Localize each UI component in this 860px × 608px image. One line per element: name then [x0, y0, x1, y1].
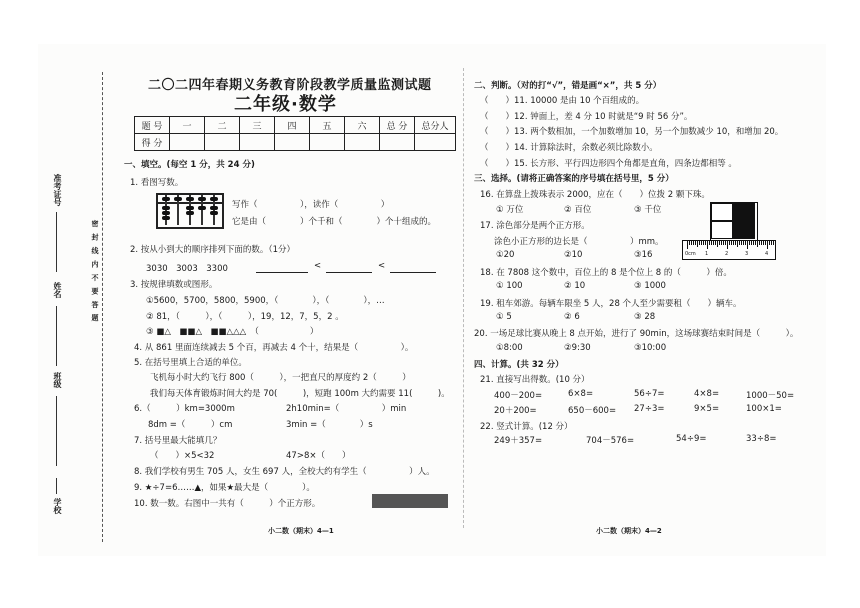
q2-blank-3[interactable]: [390, 262, 436, 273]
ruler-tick: [711, 241, 712, 245]
choice-19-option-2[interactable]: ② 6: [564, 312, 580, 322]
q2-blank-1[interactable]: [256, 262, 308, 273]
score-cell[interactable]: [275, 134, 310, 151]
ruler-label: 0cm: [685, 251, 696, 257]
ruler-tick: [735, 241, 736, 245]
q1-text: 1. 看图写数。: [130, 178, 184, 188]
choice-20-option-2[interactable]: ②9:30: [564, 343, 591, 353]
ruler-tick: [713, 241, 714, 245]
ruler-image: [682, 240, 776, 260]
choice-19-option-3[interactable]: ③ 28: [634, 312, 656, 322]
choice-16: 16. 在算盘上拨珠表示 2000，应在（ ）位拨 2 颗下珠。: [480, 190, 710, 200]
written-calc-3: 54÷9=: [676, 434, 707, 444]
ruler-tick: [703, 241, 704, 245]
ruler-tick: [705, 241, 706, 245]
oral-calc-2-2: 650－600=: [568, 406, 617, 416]
q17-square-figure: [710, 202, 758, 242]
q9-text: 9. ★÷7=6……▲，如果★最大是（ ）。: [134, 483, 315, 493]
ruler-tick: [687, 241, 688, 249]
exam-number-label: 准考证号: [53, 174, 62, 206]
q2-text: 2. 按从小到大的顺序排列下面的数。（1分）: [130, 245, 295, 255]
ruler-label: 3: [745, 251, 749, 257]
oral-calc-1-3: 56÷7=: [634, 389, 665, 399]
ruler-tick: [695, 241, 696, 245]
score-table: [134, 116, 456, 151]
abacus-image: [156, 193, 222, 227]
q4-text: 4. 从 861 里面连续减去 5 个百，再减去 4 个十，结果是（ ）。: [134, 343, 414, 353]
ruler-tick: [739, 241, 740, 245]
exam-subtitle: 二年级·数学: [234, 94, 337, 115]
choice-17: 17. 涂色部分是两个正方形。: [480, 221, 590, 231]
ruler-tick: [699, 241, 700, 245]
score-cell[interactable]: [345, 134, 380, 151]
right-page-footer: 小二数（期末）4—2: [596, 527, 662, 535]
ruler-tick: [723, 241, 724, 245]
choice-16-option-1[interactable]: ① 万位: [496, 205, 524, 215]
q21-text: 21. 直接写出得数。(10 分）: [480, 375, 590, 385]
choice-18-option-3[interactable]: ③ 1000: [634, 281, 666, 291]
school-label: 学校: [53, 498, 62, 514]
choice-20-option-1[interactable]: ①8:00: [496, 343, 523, 353]
ruler-tick: [757, 241, 758, 247]
ruler-tick: [741, 241, 742, 245]
q3-sequence-2: ② 81，（ ），（ ），19，12，7，5，2 。: [146, 312, 344, 322]
q7-text: 7. 括号里最大能填几？: [134, 436, 222, 446]
ruler-tick: [755, 241, 756, 245]
score-cell[interactable]: [170, 134, 205, 151]
score-header-cell: 三: [240, 117, 275, 134]
q1-answer-line-a: 写作（ ），读作（ ）: [232, 200, 390, 210]
ruler-label: 4: [765, 251, 769, 257]
score-cell[interactable]: [415, 134, 456, 151]
exam-title: 二〇二四年春期义务教育阶段教学质量监测试题: [148, 78, 432, 93]
q22-text: 22. 竖式计算。(12 分）: [480, 422, 573, 432]
score-header-cell: 总 分: [380, 117, 415, 134]
name-line: [56, 306, 57, 366]
section-1-heading: 一、填空。(每空 1 分，共 24 分): [124, 160, 255, 170]
ruler-tick: [763, 241, 764, 245]
ruler-tick: [737, 241, 738, 247]
ruler-tick: [693, 241, 694, 245]
judge-11: （ ）11. 10000 是由 10 个百组成的。: [480, 96, 645, 106]
choice-19: 19. 租车郊游。每辆车限坐 5 人，28 个人至少需要租（ ）辆车。: [480, 299, 742, 309]
score-cell[interactable]: [240, 134, 275, 151]
q3-sequence-3: ③ ■△ ■■△ ■■△△△ （ ）: [146, 327, 319, 337]
ruler-tick: [759, 241, 760, 245]
q7-part-a: （ ）×5<32: [150, 451, 215, 461]
ruler-tick: [767, 241, 768, 249]
ruler-tick: [743, 241, 744, 245]
judge-14: （ ）14. 计算除法时，余数必须比除数小。: [480, 143, 658, 153]
ruler-tick: [773, 241, 774, 245]
choice-16-option-3[interactable]: ③ 千位: [634, 205, 662, 215]
ruler-tick: [697, 241, 698, 247]
q2-numbers: 3030 3003 3300: [146, 264, 228, 274]
q3-sequence-1: ①5600，5700，5800，5900，（ ），（ ），…: [146, 296, 385, 306]
section-2-heading: 二、判断。（对的打“√”，错是画“×”，共 5 分）: [474, 81, 662, 91]
judge-13: （ ）13. 两个数相加，一个加数增加 10，另一个加数减少 10，和增加 20。: [480, 127, 784, 137]
ruler-tick: [729, 241, 730, 245]
ruler-tick: [715, 241, 716, 245]
q6-part-a: 6.（ ）km=3000m: [134, 404, 235, 414]
section-4-heading: 四、计算。(共 32 分）: [474, 360, 564, 370]
q6-part-b: 2h10min=（ ）min: [286, 404, 407, 414]
score-cell[interactable]: [310, 134, 345, 151]
ruler-tick: [707, 241, 708, 249]
score-cell[interactable]: [380, 134, 415, 151]
page-divider: [463, 68, 464, 528]
oral-calc-1-4: 4×8=: [694, 389, 720, 399]
binding-dashed-line: [102, 72, 103, 542]
ruler-tick: [717, 241, 718, 247]
choice-17-line-b: 涂色小正方形的边长是（ ）mm。: [494, 237, 664, 247]
ruler-tick: [753, 241, 754, 245]
q2-less-than-2: <: [378, 261, 386, 271]
oral-calc-2-5: 100×1=: [746, 404, 782, 414]
q2-less-than-1: <: [314, 261, 322, 271]
choice-17-option-3[interactable]: ③16: [634, 250, 653, 260]
oral-calc-1-5: 1000－50=: [746, 391, 795, 401]
ruler-tick: [709, 241, 710, 245]
judge-12: （ ）12. 钟面上，差 4 分 10 时就是“9 时 56 分”。: [480, 112, 693, 122]
ruler-tick: [731, 241, 732, 245]
ruler-tick: [733, 241, 734, 245]
score-header-cell: 总分人: [415, 117, 456, 134]
written-calc-4: 33÷8=: [746, 434, 777, 444]
choice-18: 18. 在 7808 这个数中，百位上的 8 是个位上 8 的（ ）倍。: [480, 268, 732, 278]
oral-calc-2-1: 20＋200=: [494, 406, 537, 416]
choice-17-option-1[interactable]: ①20: [496, 250, 515, 260]
exam-number-line: [56, 212, 57, 272]
score-header-cell: 四: [275, 117, 310, 134]
ruler-tick: [701, 241, 702, 245]
left-page-footer: 小二数（期末）4—1: [268, 527, 334, 535]
ruler-tick: [745, 241, 746, 245]
score-cell[interactable]: [205, 134, 240, 151]
choice-20: 20. 一场足球比赛从晚上 8 点开始，进行了 90min，这场球赛结束时间是（ ）。: [474, 329, 799, 339]
section-3-heading: 三、选择。(请将正确答案的序号填在括号里，5 分）: [474, 174, 674, 184]
ruler-tick: [765, 241, 766, 245]
choice-19-option-1[interactable]: ① 5: [496, 312, 512, 322]
q10-text: 10. 数一数。右图中一共有（ ）个正方形。: [134, 499, 321, 509]
ruler-label: 1: [705, 251, 709, 257]
q2-blank-2[interactable]: [326, 262, 372, 273]
score-header-cell: 五: [310, 117, 345, 134]
oral-calc-1-1: 400－200=: [494, 391, 543, 401]
q8-text: 8. 我们学校有男生 705 人，女生 697 人，全校大约有学生（ ）人。: [134, 467, 435, 477]
score-header-cell: 一: [170, 117, 205, 134]
seal-notice: 密 封 线 内 不 要 答 题: [91, 220, 99, 324]
ruler-label: 2: [725, 251, 729, 257]
choice-18-option-2[interactable]: ② 10: [564, 281, 586, 291]
school-line: [56, 478, 57, 494]
ruler-tick: [747, 241, 748, 249]
ruler-tick: [751, 241, 752, 245]
class-line: [56, 396, 57, 466]
judge-15: （ ）15. 长方形、平行四边形四个角都是直角，四条边都相等 。: [480, 159, 737, 169]
q10-figure: [372, 494, 448, 508]
score-header-cell: 六: [345, 117, 380, 134]
ruler-tick: [749, 241, 750, 245]
ruler-tick: [689, 241, 690, 245]
choice-17-option-2[interactable]: ②10: [564, 250, 583, 260]
q7-part-b: 47>8×（ ）: [286, 451, 351, 461]
written-calc-1: 249＋357=: [494, 436, 543, 446]
name-label: 姓名: [53, 282, 62, 298]
ruler-tick: [761, 241, 762, 245]
q3-text: 3. 按规律填数或图形。: [130, 280, 218, 290]
choice-16-option-2[interactable]: ② 百位: [564, 205, 592, 215]
oral-calc-2-4: 9×5=: [694, 404, 720, 414]
oral-calc-1-2: 6×8=: [568, 389, 594, 399]
ruler-tick: [719, 241, 720, 245]
q6-part-c: 8dm =（ ）cm: [148, 420, 233, 430]
ruler-tick: [775, 241, 776, 245]
ruler-tick: [721, 241, 722, 245]
ruler-tick: [727, 241, 728, 249]
score-row-label: 得 分: [135, 134, 170, 151]
ruler-tick: [691, 241, 692, 245]
q5-line-a: 飞机每小时大约飞行 800（ ），一把直尺的厚度约 2（ ）: [150, 373, 411, 383]
ruler-tick: [769, 241, 770, 245]
class-label: 班级: [53, 372, 62, 388]
ruler-tick: [771, 241, 772, 245]
q5-line-b: 我们每天体育锻炼时间大约是 70( )，短跑 100m 大约需要 11( )。: [150, 389, 450, 399]
q6-part-d: 3min =（ ）s: [286, 420, 373, 430]
oral-calc-2-3: 27÷3=: [634, 404, 665, 414]
q5-text: 5. 在括号里填上合适的单位。: [134, 358, 247, 368]
written-calc-2: 704－576=: [586, 436, 635, 446]
choice-18-option-1[interactable]: ① 100: [496, 281, 523, 291]
q1-answer-line-b: 它是由（ ）个千和（ ）个十组成的。: [232, 217, 437, 227]
choice-20-option-3[interactable]: ③10:00: [634, 343, 667, 353]
ruler-tick: [725, 241, 726, 245]
score-header-cell: 题 号: [135, 117, 170, 134]
score-header-cell: 二: [205, 117, 240, 134]
